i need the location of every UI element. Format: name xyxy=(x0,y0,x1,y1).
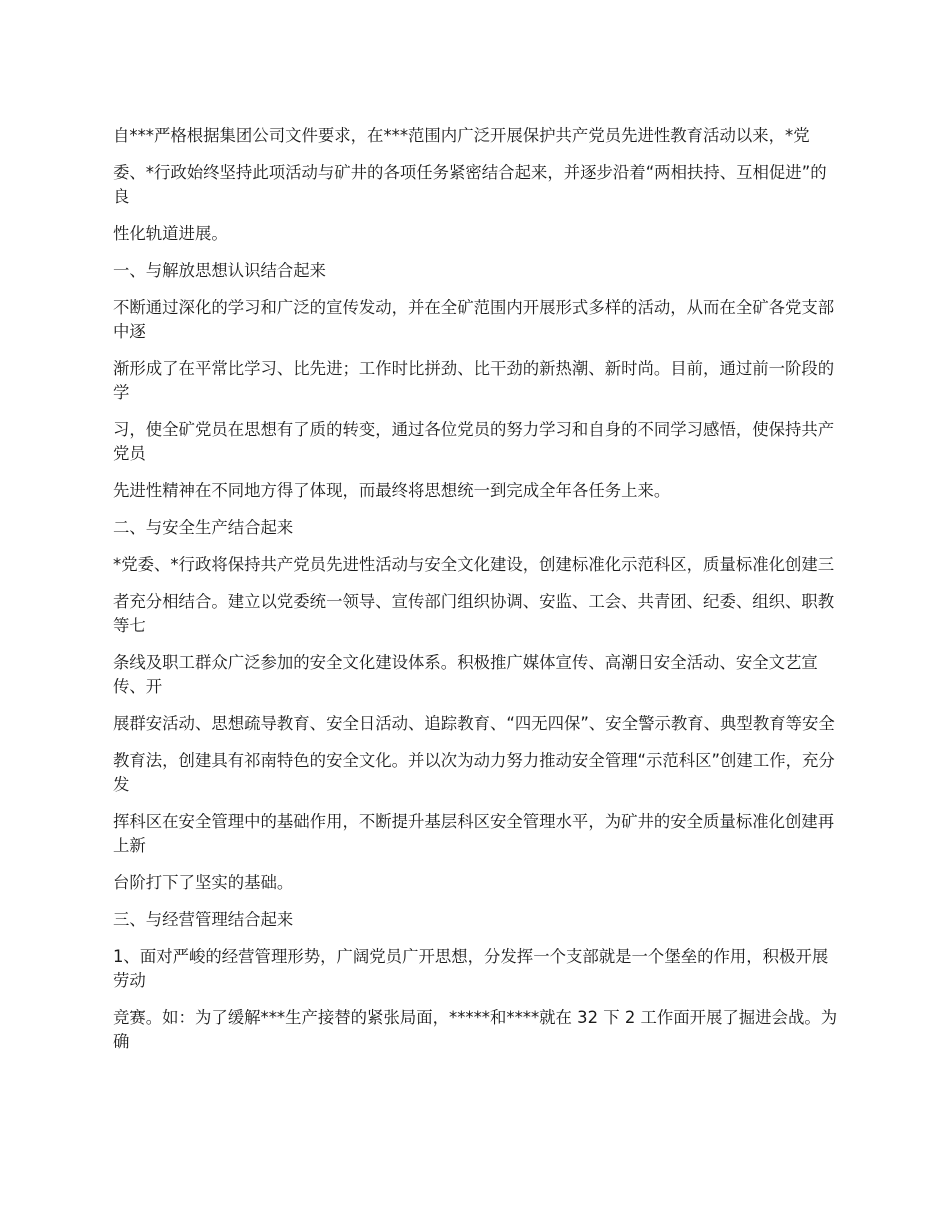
paragraph-section1-4: 先进性精神在不同地方得了体现，而最终将思想统一到完成全年各任务上来。 xyxy=(113,481,671,500)
paragraph-section1-1: 不断通过深化的学习和广泛的宣传发动，并在全矿范围内开展形式多样的活动，从而在全矿各党支部中逐 xyxy=(113,298,835,341)
paragraph-section2-6: 挥科区在安全管理中的基础作用，不断提升基层科区安全管理水平，为矿井的安全质量标准化创建再上新 xyxy=(113,812,835,855)
paragraph-section3-2: 竞赛。如：为了缓解***生产接替的紧张局面，*****和****就在 32 下 2 工作面开展了掘进会战。为确 xyxy=(113,1008,838,1051)
paragraph-section1-2: 渐形成了在平常比学习、比先进；工作时比拼劲、比干劲的新热潮、新时尚。目前，通过前一阶段的学 xyxy=(113,359,835,402)
section-heading-3: 三、与经营管理结合起来 xyxy=(113,910,294,929)
paragraph-section2-1: *党委、*行政将保持共产党员先进性活动与安全文化建设，创建标准化示范科区，质量标准化创建三 xyxy=(113,555,835,574)
paragraph-section2-5: 教育法，创建具有祁南特色的安全文化。并以次为动力努力推动安全管理“示范科区”创建工作，充分发 xyxy=(113,751,835,794)
paragraph-section3-1: 1、面对严峻的经营管理形势，广阔党员广开思想，分发挥一个支部就是一个堡垒的作用，积极开展劳动 xyxy=(113,947,829,990)
document-body xyxy=(113,124,840,1067)
paragraph-section1-3: 习，使全矿党员在思想有了质的转变，通过各位党员的努力学习和自身的不同学习感悟，使保持共产党员 xyxy=(113,420,835,463)
paragraph-intro-3: 性化轨道进展。 xyxy=(113,224,228,243)
paragraph-section2-7: 台阶打下了坚实的基础。 xyxy=(113,873,294,892)
paragraph-intro-2: 委、*行政始终坚持此项活动与矿井的各项任务紧密结合起来，并逐步沿着“两相扶持、互相促进”的良 xyxy=(113,163,827,206)
section-heading-2: 二、与安全生产结合起来 xyxy=(113,518,294,537)
paragraph-section2-3: 条线及职工群众广泛参加的安全文化建设体系。积极推广媒体宣传、高潮日安全活动、安全文艺宣传、开 xyxy=(113,653,818,696)
paragraph-intro-1: 自***严格根据集团公司文件要求，在***范围内广泛开展保护共产党员先进性教育活动以来，*党 xyxy=(113,126,810,145)
section-heading-1: 一、与解放思想认识结合起来 xyxy=(113,261,327,280)
paragraph-section2-4: 展群安活动、思想疏导教育、安全日活动、追踪教育、“四无四保”、安全警示教育、典型教育等安全 xyxy=(113,714,835,733)
paragraph-section2-2: 者充分相结合。建立以党委统一领导、宣传部门组织协调、安监、工会、共青团、纪委、组织、职教等七 xyxy=(113,592,835,635)
